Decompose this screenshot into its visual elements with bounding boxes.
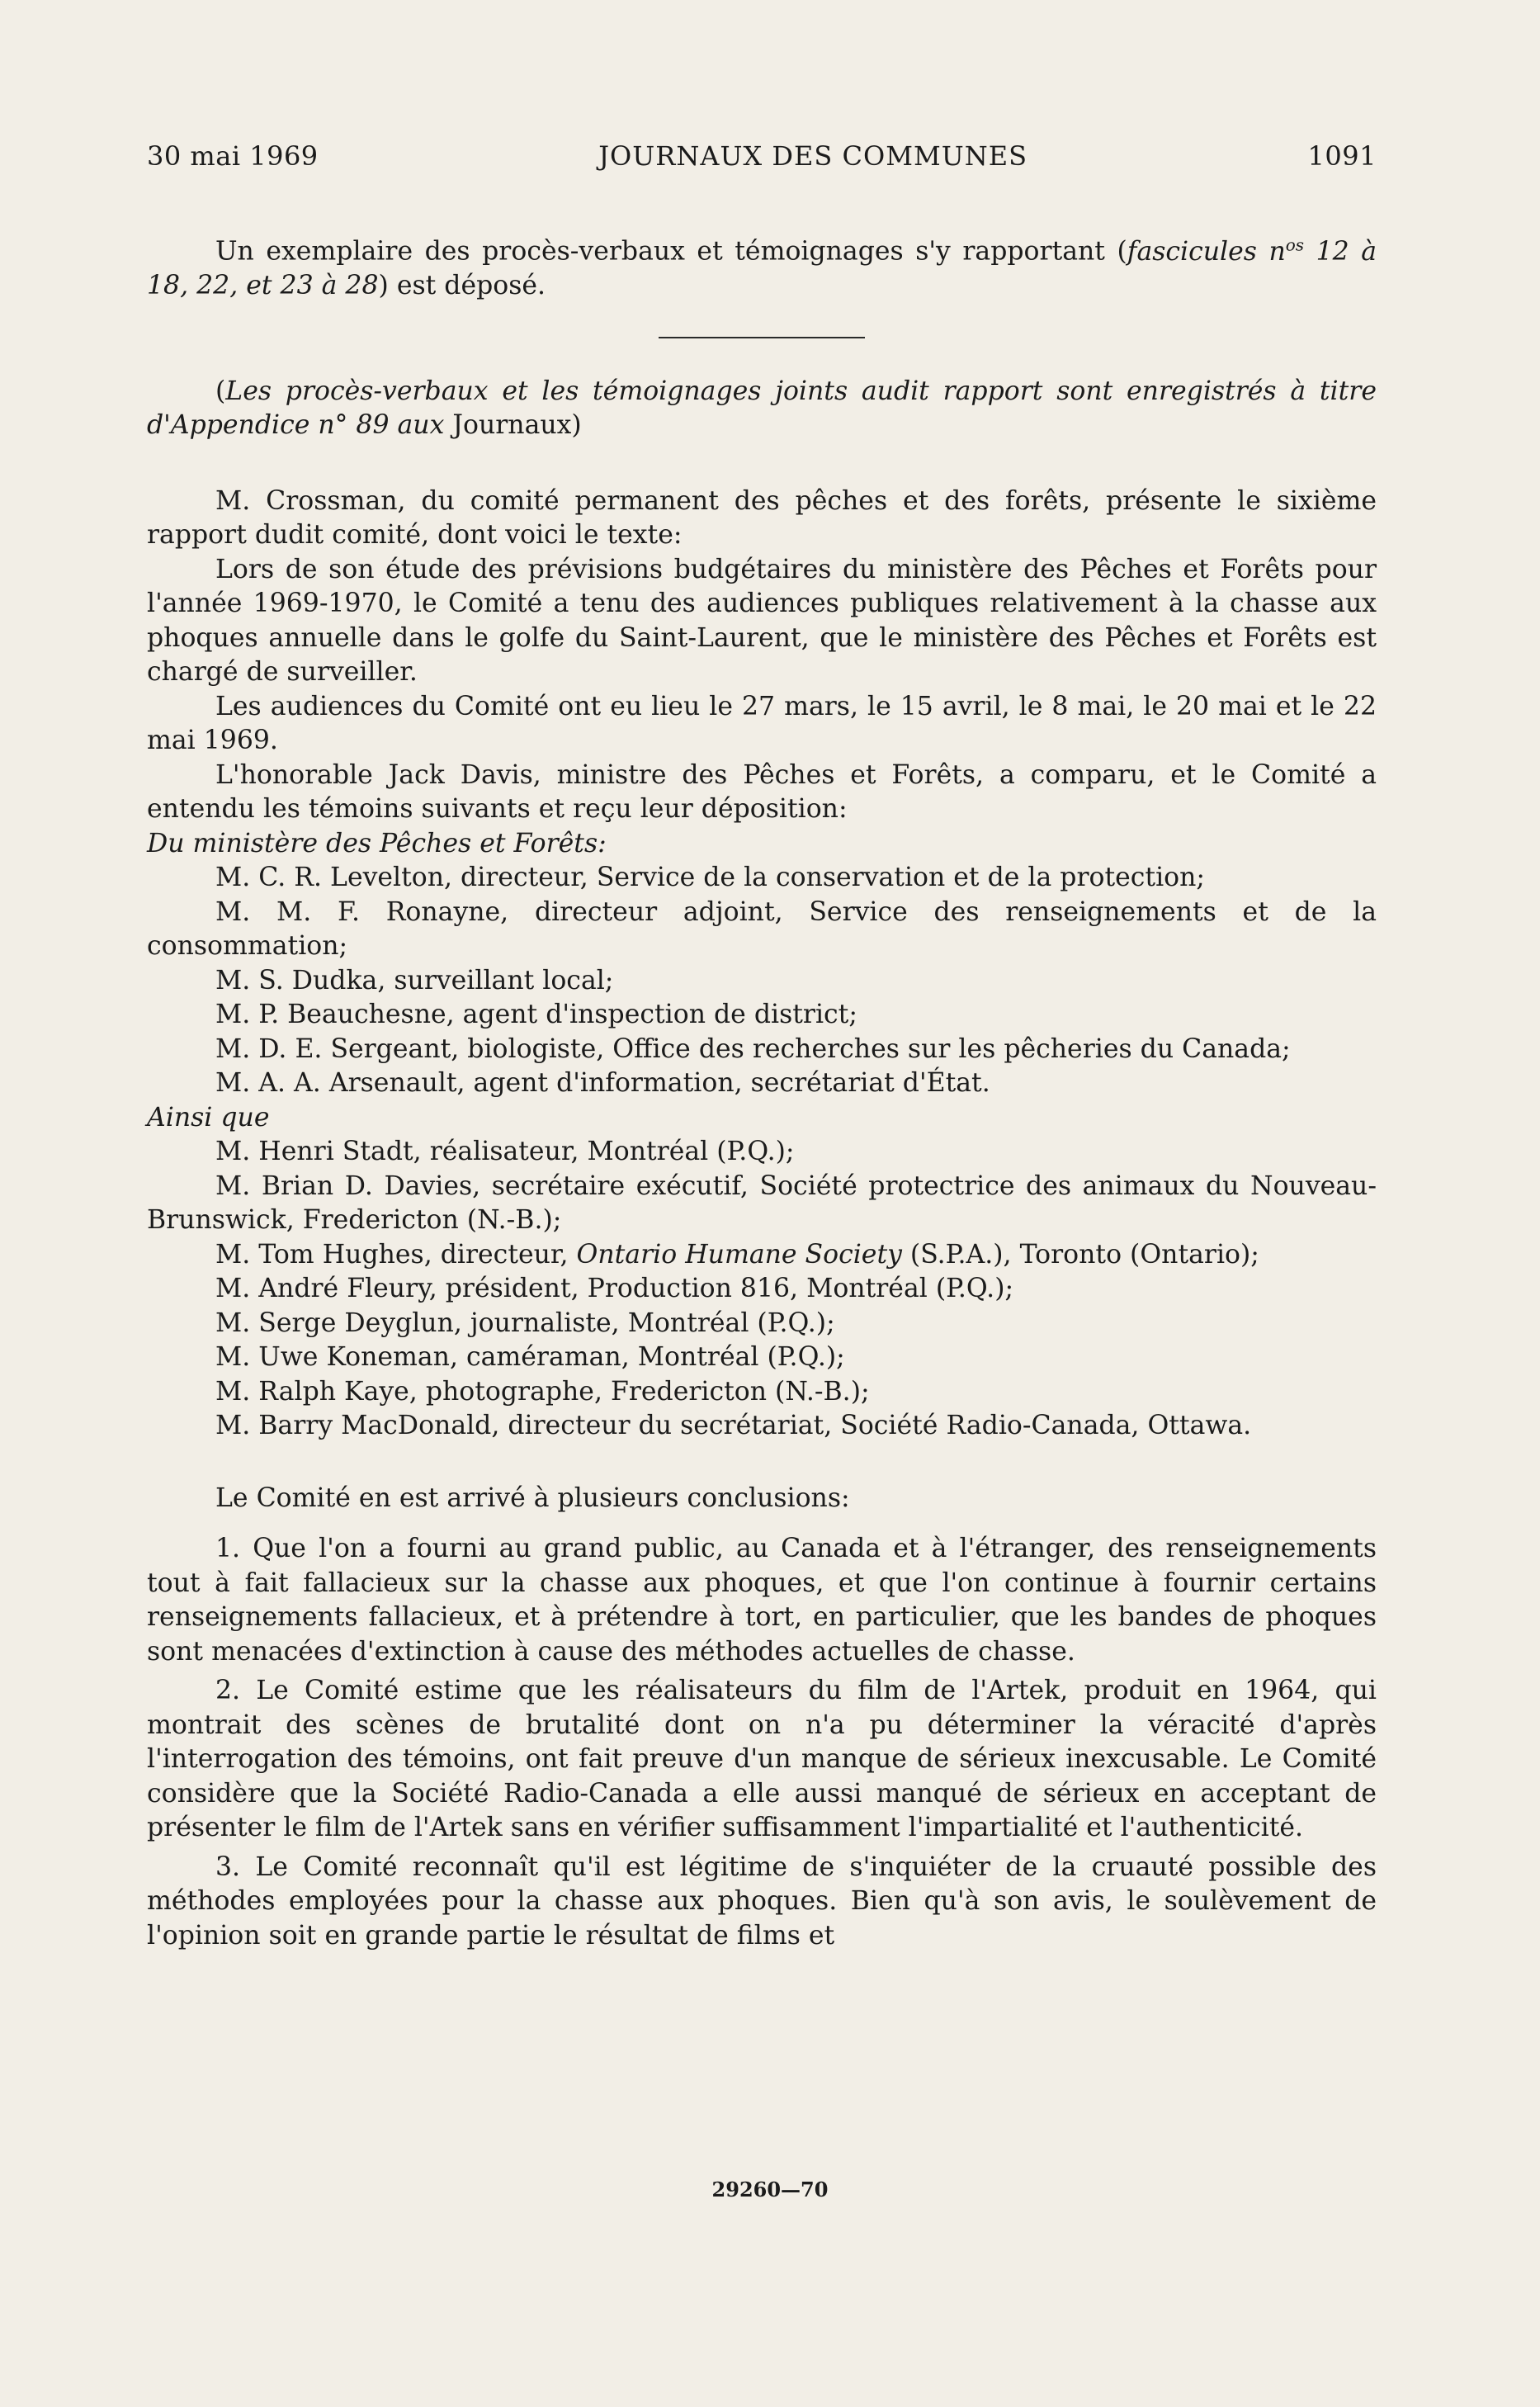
section-divider: [659, 337, 865, 338]
hughes-after: (S.P.A.), Toronto (Ontario);: [901, 1239, 1259, 1270]
page-header: [147, 140, 1377, 178]
witness-item: M. D. E. Sergeant, biologiste, Office des recherches sur les pêcheries du Canada;: [215, 1033, 1291, 1064]
opening-text-b: ) est déposé.: [378, 271, 546, 300]
witnesses-paragraph: L'honorable Jack Davis, ministre des Pêches et Forêts, a comparu, et le Comité a entendu les témoins suivants et reçu leur déposition:: [147, 759, 1377, 824]
study-paragraph: Lors de son étude des prévisions budgétaires du ministère des Pêches et Forêts pour l'année 1969-1970, le Comité a tenu des audiences publiques relativement à la chasse aux phoques annuelle dans le golfe du Saint-Laurent, que le ministère des Pêches et Forêts est chargé de surveiller.: [147, 554, 1377, 687]
hughes-society: Ontario Humane Society: [576, 1239, 902, 1270]
group1-heading: [147, 827, 1377, 862]
witness-item: M. Ralph Kaye, photographe, Fredericton (N.-B.);: [215, 1376, 870, 1407]
witness-item: M. C. R. Levelton, directeur, Service de la conservation et de la protection;: [215, 863, 1206, 892]
opening-italic-b: 12 à 18, 22, et 23 à 28: [147, 236, 1377, 300]
appendix-italic: Les procès-verbaux et les témoignages joints audit rapport sont enregistrés à titre d'Appendice n° 89 aux: [147, 376, 1377, 440]
witness-item: M. S. Dudka, surveillant local;: [215, 965, 614, 995]
group1-heading-text: Du ministère des Pêches et Forêts:: [147, 828, 607, 858]
report-intro-paragraph: M. Crossman, du comité permanent des pêches et des forêts, présente le sixième rapport dudit comité, dont voici le texte:: [147, 485, 1377, 550]
witness-item: M. Serge Deyglun, journaliste, Montréal (P.Q.);: [215, 1308, 835, 1338]
witness-item: M. Barry MacDonald, directeur du secrétariat, Société Radio-Canada, Ottawa.: [215, 1411, 1252, 1440]
opening-text-a: Un exemplaire des procès-verbaux et témoignages s'y rapportant (: [215, 236, 1127, 267]
conclusion-item: 1. Que l'on a fourni au grand public, au Canada et à l'étranger, des renseignements tout à fait fallacieux sur la chasse aux phoques, et que l'on continue à fournir certains renseignements fallacieux, et à prétendre à tort, en particulier, que les bandes de phoques sont menacées d'extinction à cause des méthodes actuelles de chasse.: [147, 1534, 1377, 1667]
group2-witness-list: [147, 1135, 1377, 1444]
witness-item: M. Uwe Koneman, caméraman, Montréal (P.Q.);: [215, 1342, 845, 1372]
witness-item: M. André Fleury, président, Production 816, Montréal (P.Q.);: [215, 1274, 1014, 1303]
opening-italic-a: fascicules n: [1127, 236, 1286, 267]
witness-item: M. Brian D. Davies, secrétaire exécutif, Société protectrice des animaux du Nouveau-Brunswick, Fredericton (N.-B.);: [147, 1170, 1377, 1235]
conclusion-item: 2. Le Comité estime que les réalisateurs du film de l'Artek, produit en 1964, qui montrait des scènes de brutalité dont on n'a pu déterminer la véracité d'après l'interrogation des témoins, ont fait preuve d'un manque de sérieux inexcusable. Le Comité considère que la Société Radio-Canada a elle aussi manqué de sérieux en acceptant de présenter le film de l'Artek sans en vérifier suffisamment l'impartialité et l'authenticité.: [147, 1676, 1377, 1842]
appendix-open-paren: (: [215, 376, 226, 406]
appendix-note: [147, 375, 1377, 443]
hearings-paragraph: Les audiences du Comité ont eu lieu le 27 mars, le 15 avril, le 8 mai, le 20 mai et le 22 mai 1969.: [147, 691, 1377, 755]
opening-sup: os: [1285, 234, 1305, 254]
witness-item: [147, 1238, 1377, 1273]
header-date: 30 mai 1969: [147, 140, 319, 172]
witness-item: M. P. Beauchesne, agent d'inspection de district;: [215, 1000, 857, 1029]
conclusion-item: 3. Le Comité reconnaît qu'il est légitime de s'inquiéter de la cruauté possible des méthodes employées pour la chasse aux phoques. Bien qu'à son avis, le soulèvement de l'opinion soit en grande partie le résultat de films et: [147, 1851, 1377, 1951]
print-code: 29260—70: [711, 2178, 829, 2201]
conclusions-intro: Le Comité en est arrivé à plusieurs conclusions:: [215, 1483, 850, 1513]
group1-witness-list: [147, 861, 1377, 1101]
witness-item: M. A. A. Arsenault, agent d'information, secrétariat d'État.: [215, 1068, 990, 1098]
group2-heading-text: Ainsi que: [147, 1102, 270, 1133]
header-page-number: 1091: [1307, 140, 1377, 172]
appendix-journaux: Journaux): [444, 410, 582, 440]
opening-paragraph: [147, 228, 1377, 304]
hughes-before: M. Tom Hughes, directeur,: [215, 1239, 577, 1270]
page-body: [147, 228, 1377, 1953]
group2-heading: [147, 1101, 1377, 1136]
header-title: JOURNAUX DES COMMUNES: [598, 140, 1027, 172]
witness-item: M. Henri Stadt, réalisateur, Montréal (P.Q.);: [215, 1137, 795, 1166]
witness-item: M. M. F. Ronayne, directeur adjoint, Service des renseignements et de la consommation;: [147, 896, 1377, 961]
